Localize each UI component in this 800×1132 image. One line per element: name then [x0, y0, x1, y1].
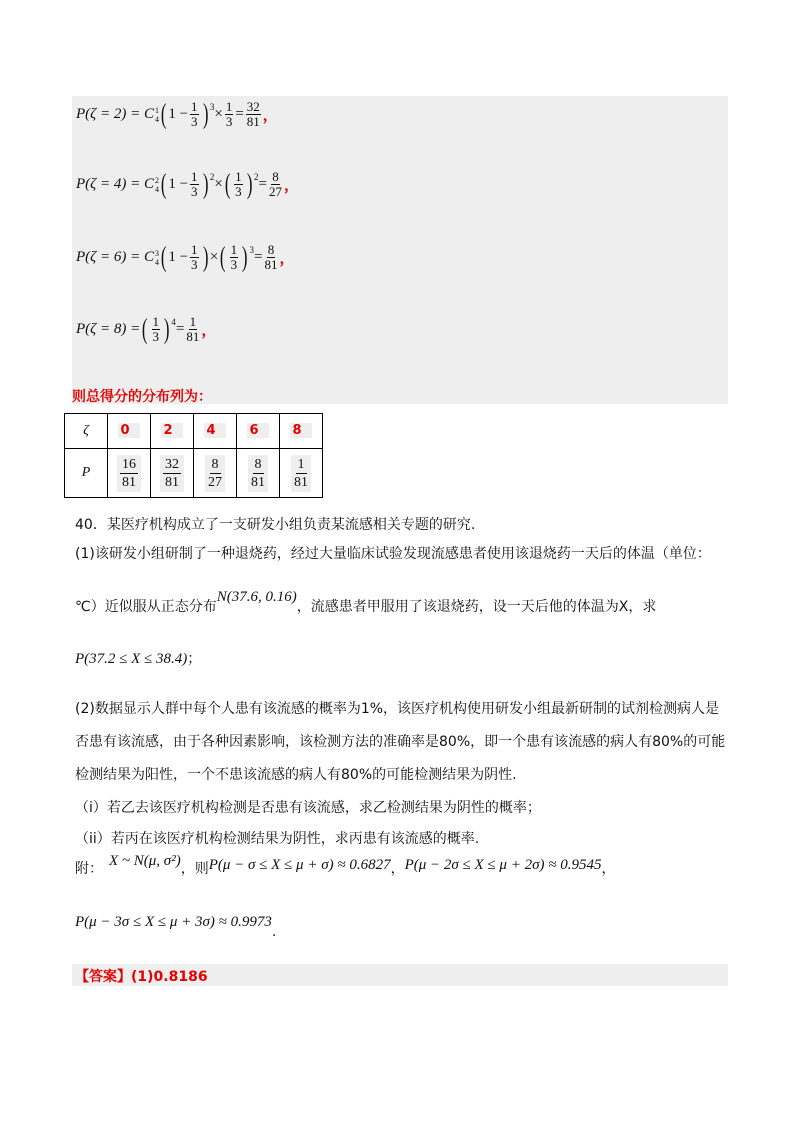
eq3-comma: ，: [279, 251, 295, 267]
equation-p4: P(ζ = 4) = C 2 4 ( 1 − $\frac{1}{3}$ ) $^2$ × ( $\frac{1}{3}$ ) $^2$ = $\frac{8}{27}$ ，: [76, 168, 299, 200]
eq2-comma: ，: [283, 178, 299, 194]
appendix-normal: X ~ N(μ, σ²): [109, 853, 181, 869]
eq1-comb-sub: 4: [154, 114, 159, 124]
table-header-p: P: [65, 449, 108, 498]
normal-distribution-expr: N(37.6, 0.16): [216, 589, 297, 605]
eq3-exp2: 3: [249, 244, 254, 255]
table-cell: $\frac{8}{81}$: [237, 449, 280, 498]
appendix-line2: P(μ − 3σ ≤ X ≤ μ + 3σ) ≈ 0.9973.: [75, 914, 277, 940]
appendix-line1: 附： X ~ N(μ, σ²)，则P(μ − σ ≤ X ≤ μ + σ) ≈ 0.6827，P(μ − 2σ ≤ X ≤ μ + 2σ) ≈ 0.9545，: [75, 853, 616, 877]
eq3-comb-sup: 3: [154, 248, 159, 258]
eq2-exp1: 2: [209, 171, 215, 182]
appendix-p2: P(μ − 2σ ≤ X ≤ μ + 2σ) ≈ 0.9545: [404, 857, 602, 873]
table-cell: $\frac{1}{81}$: [280, 449, 323, 498]
eq1-comb-sup: 1: [154, 105, 159, 115]
eq1-comma: ，: [262, 108, 278, 124]
eq1-result: $\frac{32}{81}$: [246, 99, 260, 129]
equation-p8: P(ζ = 8) = ( $\frac{1}{3}$ ) $^4$ = $\frac{1}{81}$ ，: [76, 313, 217, 345]
probability-expr: P(37.2 ≤ X ≤ 38.4): [75, 651, 188, 667]
eq1-lhs: P(ζ = 2) = C: [76, 106, 154, 122]
problem-subpart-ii: （ii）若丙在该医疗机构检测结果为阴性，求丙患有该流感的概率.: [75, 831, 480, 847]
eq3-result: $\frac{8}{81}$: [264, 242, 278, 272]
eq1-frac1: $\frac{1}{3}$: [191, 99, 198, 129]
distribution-heading: 则总得分的分布列为：: [72, 389, 212, 405]
problem-part1-line1: (1)该研发小组研制了一种退烧药，经过大量临床试验发现流感患者使用该退烧药一天后的体温（单位：: [75, 546, 711, 562]
eq2-frac1: $\frac{1}{3}$: [191, 169, 198, 199]
appendix-p1: P(μ − σ ≤ X ≤ μ + σ) ≈ 0.6827: [208, 857, 391, 873]
eq2-lhs: P(ζ = 4) = C: [76, 176, 154, 192]
equation-p2: P(ζ = 2) = C 1 4 ( 1 − $\frac{1}{3}$ ) $^3$ × $\frac{1}{3}$ = $\frac{32}{81}$ ，: [76, 98, 278, 130]
eq3-comb-sub: 4: [154, 257, 159, 267]
eq4-comma: ，: [201, 323, 217, 339]
eq1-times: ×: [214, 106, 223, 122]
distribution-table: [64, 413, 323, 498]
eq4-lhs: P(ζ = 8) =: [76, 321, 141, 337]
answer-text: 【答案】(1)0.8186: [75, 969, 208, 985]
eq2-comb-sub: 4: [154, 184, 159, 194]
table-cell: $\frac{32}{81}$: [151, 449, 194, 498]
eq3-frac2: $\frac{1}{3}$: [230, 242, 238, 272]
eq4-frac1: $\frac{1}{3}$: [152, 314, 160, 344]
table-cell: 4: [194, 414, 237, 449]
eq4-result: $\frac{1}{81}$: [186, 314, 200, 344]
table-row: [65, 414, 323, 449]
problem-title: 40．某医疗机构成立了一支研发小组负责某流感相关专题的研究.: [75, 517, 476, 533]
problem-part2-line1: (2)数据显示人群中每个人患有该流感的概率为1%，该医疗机构使用研发小组最新研制的试剂检测病人是: [75, 701, 720, 717]
eq2-exp2: 2: [253, 171, 259, 182]
equation-p6: P(ζ = 6) = C 3 4 ( 1 − $\frac{1}{3}$ ) × ( $\frac{1}{3}$ ) $^3$ = $\frac{8}{81}$ ，: [76, 241, 295, 273]
eq2-result: $\frac{8}{27}$: [268, 169, 282, 199]
appendix-p3: P(μ − 3σ ≤ X ≤ μ + 3σ) ≈ 0.9973: [75, 914, 272, 930]
eq2-comb-sup: 2: [154, 175, 159, 185]
problem-subpart-i: （i）若乙去该医疗机构检测是否患有该流感，求乙检测结果为阴性的概率；: [75, 800, 541, 816]
eq2-frac2: $\frac{1}{3}$: [235, 169, 242, 199]
table-cell: 0: [108, 414, 151, 449]
eq4-exp1: 4: [171, 316, 176, 327]
problem-part2-line3: 检测结果为阳性，一个不患该流感的病人有80%的可能检测结果为阴性.: [75, 767, 517, 783]
table-header-zeta: ζ: [65, 414, 108, 449]
table-cell: 2: [151, 414, 194, 449]
problem-part1-line2: ℃）近似服从正态分布N(37.6, 0.16)，流感患者甲服用了该退烧药，设一天后他的体温为X，求: [75, 589, 657, 615]
table-cell: 8: [280, 414, 323, 449]
problem-part2-line2: 否患有该流感，由于各种因素影响，该检测方法的准确率是80%，即一个患有该流感的病人有80%的可能: [75, 734, 726, 750]
table-cell: $\frac{16}{81}$: [108, 449, 151, 498]
eq3-lhs: P(ζ = 6) = C: [76, 249, 154, 265]
eq3-frac1: $\frac{1}{3}$: [191, 242, 198, 272]
table-row: [65, 449, 323, 498]
eq1-frac2: $\frac{1}{3}$: [225, 99, 233, 129]
problem-part1-line3: P(37.2 ≤ X ≤ 38.4)；: [75, 651, 202, 667]
eq1-exp: 3: [209, 101, 215, 112]
table-cell: 6: [237, 414, 280, 449]
table-cell: $\frac{8}{27}$: [194, 449, 237, 498]
